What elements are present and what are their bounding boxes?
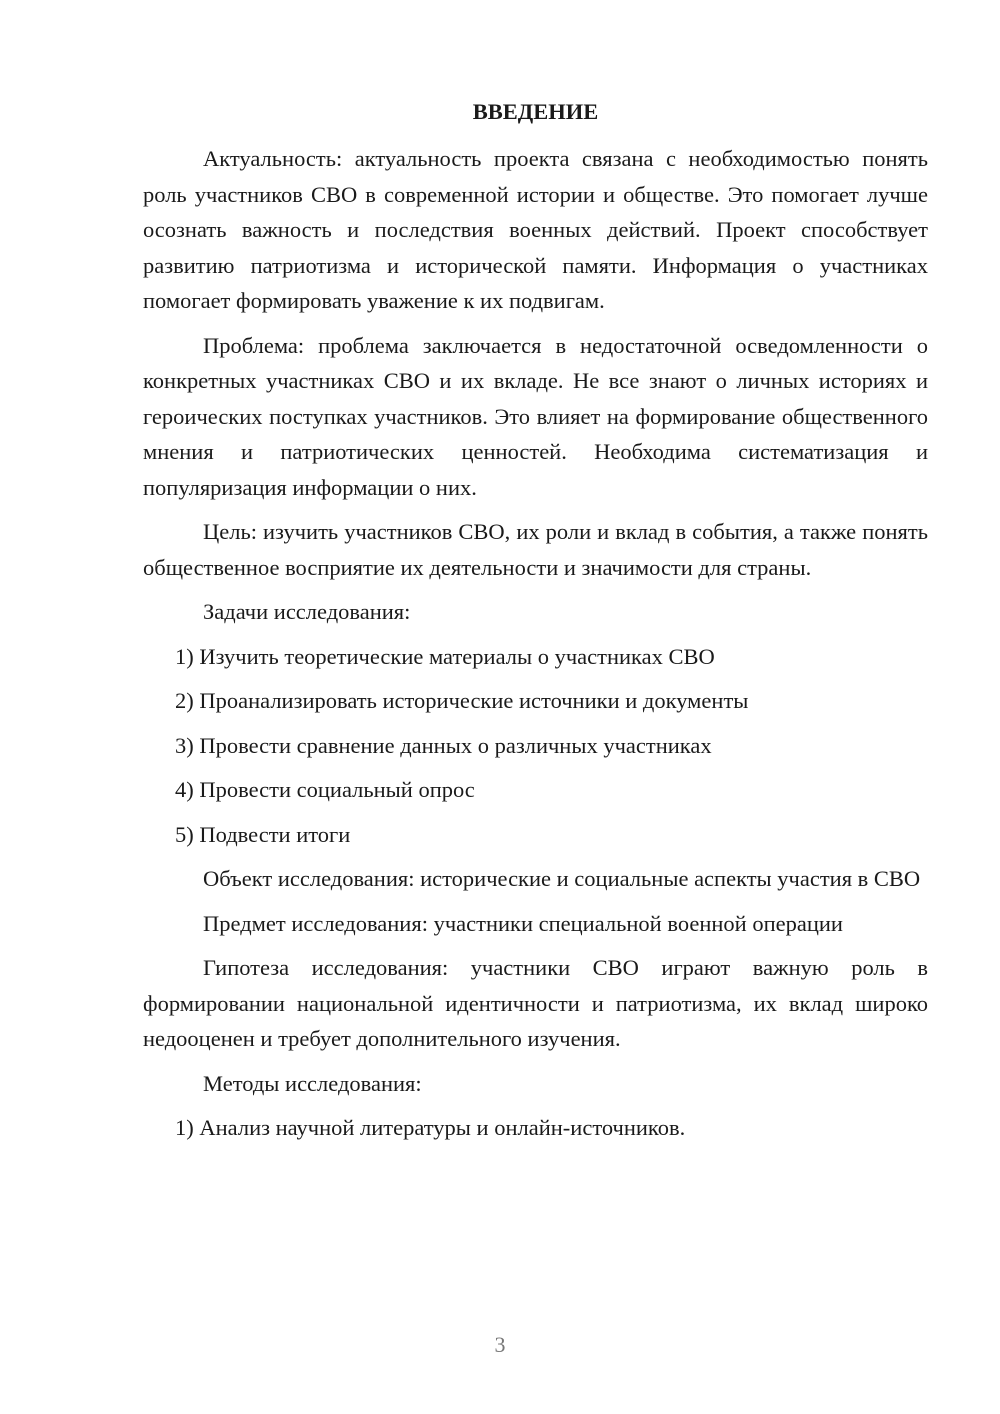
paragraph-tasks-title: Задачи исследования: xyxy=(203,599,411,624)
list-item-task-5: 5) Подвести итоги xyxy=(175,821,351,847)
paragraph-hypothesis: Гипотеза исследования: участники СВО играют важную роль в формировании национальной идентичности и патриотизма, их вклад широко недооценен и требует дополнительного изучения. xyxy=(143,955,928,1051)
section-heading: ВВЕДЕНИЕ xyxy=(472,99,599,124)
document-page xyxy=(143,94,928,1155)
paragraph-subject: Предмет исследования: участники специальной военной операции xyxy=(203,910,843,936)
paragraph-object: Объект исследования: исторические и социальные аспекты участия в СВО xyxy=(203,866,921,891)
list-item-task-4: 4) Провести социальный опрос xyxy=(175,777,475,802)
paragraph-relevance: Актуальность: актуальность проекта связана с необходимостью понять роль участников СВО в современной истории и обществе. Это помогает лучше осознать важность и последствия военных действий. Проект способствует развитию патриотизма и исторической памяти. Информация о участниках помогает формировать уважение к их подвигам. xyxy=(143,146,928,313)
list-item-task-1: 1) Изучить теоретические материалы о участниках СВО xyxy=(175,643,715,669)
paragraph-goal: Цель: изучить участников СВО, их роли и вклад в события, а также понять общественное восприятие их деятельности и значимости для страны. xyxy=(143,519,928,580)
list-item-method-1: 1) Анализ научной литературы и онлайн-источников. xyxy=(175,1115,686,1140)
paragraph-problem: Проблема: проблема заключается в недостаточной осведомленности о конкретных участниках СВО и их вкладе. Не все знают о личных историях и героических поступках участников. Это влияет на формирование общественного мнения и патриотических ценностей. Необходима систематизация и популяризация информации о них. xyxy=(143,332,928,500)
paragraph-methods-title: Методы исследования: xyxy=(203,1070,422,1096)
list-item-task-2: 2) Проанализировать исторические источники и документы xyxy=(175,688,749,713)
page-number: 3 xyxy=(494,1332,506,1357)
list-item-task-3: 3) Провести сравнение данных о различных участниках xyxy=(175,732,712,758)
